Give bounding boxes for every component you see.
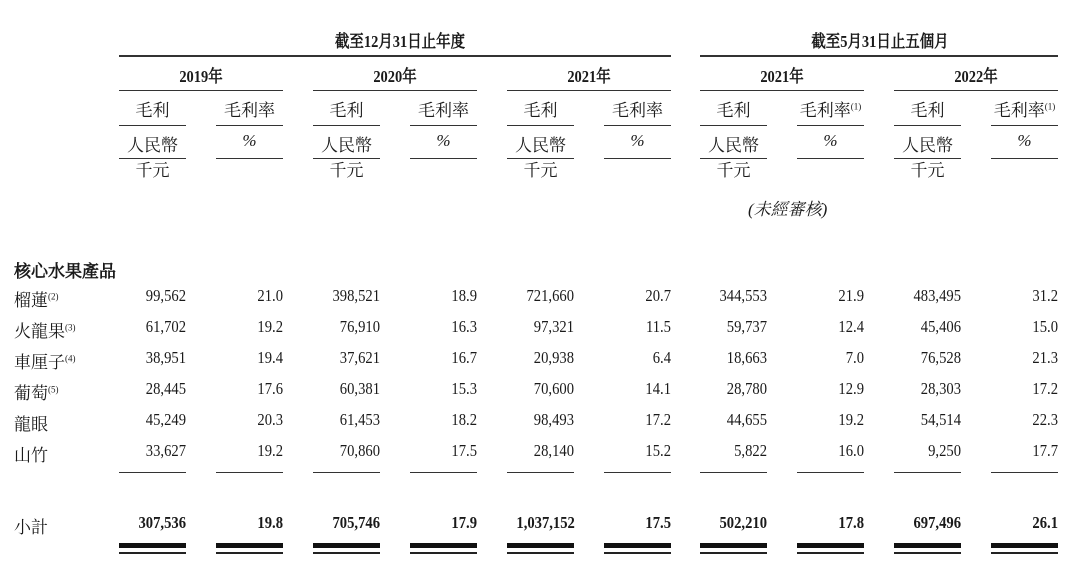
cell-gross-margin: 21.3 <box>1032 348 1058 367</box>
unit-percent: % <box>242 131 257 150</box>
year-2022-ytd: 2022年 <box>954 67 998 86</box>
row-label: 火龍果$^{(3)}$ <box>14 322 76 341</box>
unaudited-note: (未經審核) <box>748 200 828 219</box>
header-rule <box>991 125 1058 126</box>
row-label: 山竹 <box>14 446 48 465</box>
cell-gross-margin: 19.2 <box>257 317 283 336</box>
period-rule-five-months <box>700 55 1058 57</box>
unit-rmb-thousand: 人民幣千元 <box>515 136 566 180</box>
cell-gross-margin: 16.0 <box>838 441 864 460</box>
unit-percent: % <box>823 131 838 150</box>
cell-gross-profit: 45,406 <box>920 317 961 336</box>
cell-gross-profit: 44,655 <box>726 410 767 429</box>
subtotal-rule <box>894 472 961 473</box>
period-title-annual: 截至12月31日止年度 <box>334 32 466 51</box>
cell-gross-margin: 17.5 <box>451 441 477 460</box>
cell-gross-profit: 54,514 <box>920 410 961 429</box>
header-rule <box>410 158 477 159</box>
header-rule <box>216 125 283 126</box>
subtotal-gross-profit: 307,536 <box>138 513 186 532</box>
subtotal-rule <box>700 472 767 473</box>
cell-gross-margin: 17.7 <box>1032 441 1058 460</box>
year-rule <box>894 90 1058 91</box>
header-rule <box>604 125 671 126</box>
double-rule-thin <box>604 552 671 554</box>
cell-gross-margin: 20.7 <box>645 286 671 305</box>
row-label: 榴蓮$^{(2)}$ <box>14 291 59 310</box>
header-rule <box>700 125 767 126</box>
col-header-gross-margin: 毛利率$^{(1)}$ <box>993 101 1056 120</box>
cell-gross-margin: 17.2 <box>645 410 671 429</box>
year-rule <box>119 90 283 91</box>
cell-gross-margin: 18.2 <box>451 410 477 429</box>
row-label: 車厘子$^{(4)}$ <box>14 353 76 372</box>
cell-gross-profit: 99,562 <box>145 286 186 305</box>
double-rule-thick <box>507 543 574 548</box>
period-title-five-months: 截至5月31日止五個月 <box>811 32 949 51</box>
cell-gross-margin: 6.4 <box>652 348 671 367</box>
cell-gross-profit: 33,627 <box>145 441 186 460</box>
double-rule-thin <box>410 552 477 554</box>
unit-rmb-thousand: 人民幣千元 <box>902 136 953 180</box>
double-rule-thin <box>313 552 380 554</box>
subtotal-gross-margin: 17.8 <box>838 513 864 532</box>
cell-gross-margin: 16.3 <box>451 317 477 336</box>
double-rule-thin <box>991 552 1058 554</box>
subtotal-gross-margin: 26.1 <box>1032 513 1058 532</box>
cell-gross-margin: 15.0 <box>1032 317 1058 336</box>
cell-gross-profit: 18,663 <box>726 348 767 367</box>
cell-gross-profit: 28,303 <box>920 379 961 398</box>
subtotal-gross-margin: 19.8 <box>257 513 283 532</box>
col-header-gross-profit: 毛利 <box>329 101 364 120</box>
cell-gross-profit: 60,381 <box>339 379 380 398</box>
header-rule <box>507 125 574 126</box>
cell-gross-margin: 19.2 <box>257 441 283 460</box>
cell-gross-margin: 15.3 <box>451 379 477 398</box>
unit-rmb-thousand: 人民幣千元 <box>127 136 178 180</box>
subtotal-gross-margin: 17.9 <box>451 513 477 532</box>
cell-gross-margin: 22.3 <box>1032 410 1058 429</box>
header-rule <box>216 158 283 159</box>
header-rule <box>797 158 864 159</box>
double-rule-thin <box>507 552 574 554</box>
col-header-gross-profit: 毛利 <box>523 101 558 120</box>
cell-gross-profit: 59,737 <box>726 317 767 336</box>
header-rule <box>313 158 380 159</box>
subtotal-gross-margin: 17.5 <box>645 513 671 532</box>
cell-gross-margin: 11.5 <box>645 317 671 336</box>
cell-gross-profit: 97,321 <box>533 317 574 336</box>
cell-gross-profit: 76,528 <box>920 348 961 367</box>
double-rule-thick <box>991 543 1058 548</box>
subtotal-rule <box>507 472 574 473</box>
cell-gross-margin: 12.4 <box>838 317 864 336</box>
year-rule <box>313 90 477 91</box>
cell-gross-margin: 14.1 <box>645 379 671 398</box>
double-rule-thick <box>119 543 186 548</box>
year-2021: 2021年 <box>567 67 611 86</box>
header-rule <box>410 125 477 126</box>
header-rule <box>991 158 1058 159</box>
header-rule <box>797 125 864 126</box>
cell-gross-margin: 19.2 <box>838 410 864 429</box>
cell-gross-profit: 45,249 <box>145 410 186 429</box>
cell-gross-profit: 9,250 <box>928 441 961 460</box>
col-header-gross-profit: 毛利 <box>716 101 751 120</box>
cell-gross-margin: 17.6 <box>257 379 283 398</box>
subtotal-label: 小計 <box>14 518 48 537</box>
col-header-gross-profit: 毛利 <box>135 101 170 120</box>
cell-gross-margin: 19.4 <box>257 348 283 367</box>
row-label: 葡萄$^{(5)}$ <box>14 384 59 403</box>
year-2021-ytd: 2021年 <box>760 67 804 86</box>
cell-gross-profit: 28,780 <box>726 379 767 398</box>
unit-rmb-thousand: 人民幣千元 <box>708 136 759 180</box>
subtotal-gross-profit: 1,037,152 <box>516 513 575 532</box>
cell-gross-profit: 398,521 <box>332 286 380 305</box>
year-2020: 2020年 <box>373 67 417 86</box>
period-rule-annual <box>119 55 671 57</box>
cell-gross-margin: 31.2 <box>1032 286 1058 305</box>
header-rule <box>894 158 961 159</box>
double-rule-thick <box>216 543 283 548</box>
unit-percent: % <box>436 131 451 150</box>
cell-gross-profit: 5,822 <box>734 441 767 460</box>
cell-gross-margin: 20.3 <box>257 410 283 429</box>
cell-gross-profit: 37,621 <box>339 348 380 367</box>
footnote-ref: (1) <box>1044 101 1056 112</box>
cell-gross-profit: 70,600 <box>533 379 574 398</box>
cell-gross-profit: 61,702 <box>145 317 186 336</box>
unit-percent: % <box>1017 131 1032 150</box>
year-rule <box>700 90 864 91</box>
row-label: 龍眼 <box>14 415 48 434</box>
unit-percent: % <box>630 131 645 150</box>
year-rule <box>507 90 671 91</box>
cell-gross-margin: 21.0 <box>257 286 283 305</box>
header-rule <box>507 158 574 159</box>
header-rule <box>313 125 380 126</box>
subtotal-rule <box>216 472 283 473</box>
double-rule-thin <box>894 552 961 554</box>
subtotal-rule <box>991 472 1058 473</box>
cell-gross-profit: 28,445 <box>145 379 186 398</box>
header-rule <box>119 158 186 159</box>
header-rule <box>700 158 767 159</box>
cell-gross-profit: 38,951 <box>145 348 186 367</box>
subtotal-gross-profit: 502,210 <box>719 513 767 532</box>
double-rule-thin <box>797 552 864 554</box>
double-rule-thin <box>216 552 283 554</box>
subtotal-rule <box>410 472 477 473</box>
header-rule <box>894 125 961 126</box>
col-header-gross-margin: 毛利率$^{(1)}$ <box>799 101 862 120</box>
double-rule-thick <box>313 543 380 548</box>
cell-gross-profit: 483,495 <box>913 286 961 305</box>
double-rule-thick <box>700 543 767 548</box>
header-rule <box>604 158 671 159</box>
cell-gross-profit: 721,660 <box>526 286 574 305</box>
cell-gross-profit: 70,860 <box>339 441 380 460</box>
col-header-gross-profit: 毛利 <box>910 101 945 120</box>
cell-gross-margin: 15.2 <box>645 441 671 460</box>
unit-rmb-thousand: 人民幣千元 <box>321 136 372 180</box>
year-2019: 2019年 <box>179 67 223 86</box>
double-rule-thin <box>700 552 767 554</box>
footnote-ref: (1) <box>850 101 862 112</box>
subtotal-rule <box>604 472 671 473</box>
double-rule-thick <box>797 543 864 548</box>
double-rule-thick <box>894 543 961 548</box>
cell-gross-margin: 16.7 <box>451 348 477 367</box>
subtotal-rule <box>313 472 380 473</box>
cell-gross-profit: 20,938 <box>533 348 574 367</box>
cell-gross-profit: 61,453 <box>339 410 380 429</box>
col-header-gross-margin: 毛利率 <box>612 101 663 120</box>
header-rule <box>119 125 186 126</box>
cell-gross-profit: 344,553 <box>719 286 767 305</box>
col-header-gross-margin: 毛利率 <box>418 101 469 120</box>
subtotal-gross-profit: 697,496 <box>913 513 961 532</box>
double-rule-thick <box>410 543 477 548</box>
cell-gross-margin: 21.9 <box>838 286 864 305</box>
subtotal-gross-profit: 705,746 <box>332 513 380 532</box>
cell-gross-profit: 76,910 <box>339 317 380 336</box>
cell-gross-profit: 98,493 <box>533 410 574 429</box>
section-title: 核心水果產品 <box>14 262 116 281</box>
col-header-gross-margin: 毛利率 <box>224 101 275 120</box>
cell-gross-margin: 17.2 <box>1032 379 1058 398</box>
subtotal-rule <box>119 472 186 473</box>
double-rule-thin <box>119 552 186 554</box>
cell-gross-margin: 12.9 <box>838 379 864 398</box>
cell-gross-profit: 28,140 <box>533 441 574 460</box>
cell-gross-margin: 7.0 <box>845 348 864 367</box>
subtotal-rule <box>797 472 864 473</box>
cell-gross-margin: 18.9 <box>451 286 477 305</box>
double-rule-thick <box>604 543 671 548</box>
